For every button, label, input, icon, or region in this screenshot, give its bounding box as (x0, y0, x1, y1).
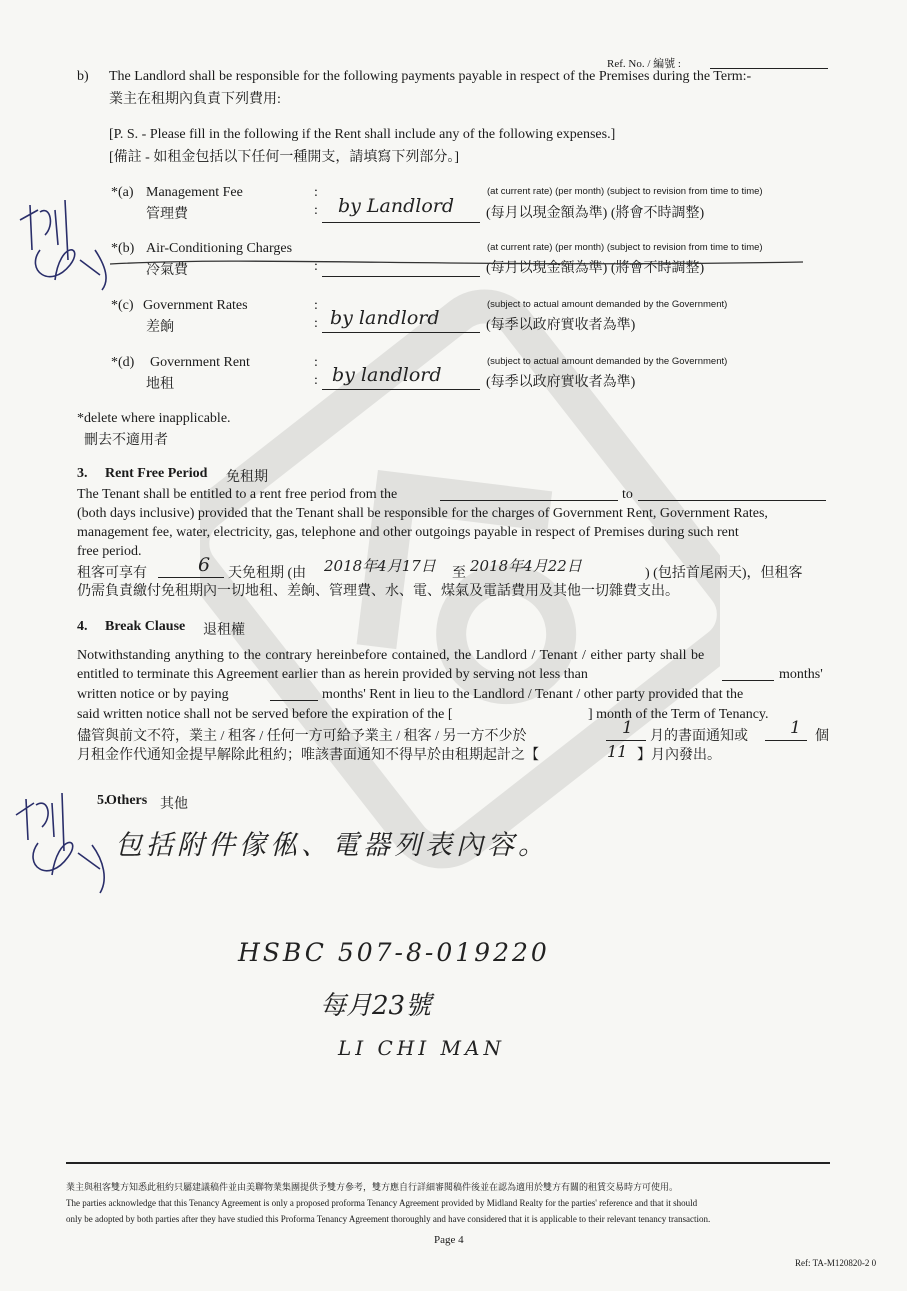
item-a-code: *(a) (111, 185, 134, 200)
section4-line1: Notwithstanding anything to the contrary hereinbefore contained, the Landlord / Tenant / either party shall be (77, 648, 705, 663)
ps-en: [P. S. - Please fill in the following if the Rent shall include any of the following expenses.] (109, 127, 616, 142)
payee-name: LI CHI MAN (338, 1036, 505, 1060)
expiry-month: 11 (607, 742, 628, 761)
item-c-name-zh: 差餉 (146, 320, 174, 335)
rent-months: 1 (790, 718, 801, 738)
rent-free-days: 6 (198, 554, 211, 576)
section4-line4a: said written notice shall not be served before the expiration of the [ (77, 707, 453, 722)
delete-note-zh: 刪去不適用者 (84, 433, 168, 448)
item-d-note-zh: (每季以政府實收者為準) (486, 375, 636, 390)
item-b-colon2: : (314, 259, 318, 274)
section4-line2b: months' (779, 667, 823, 682)
section-b-title-en: The Landlord shall be responsible for the following payments payable in respect of the Premises during the Term:- (109, 69, 752, 84)
section4-zh2b: 】月內發出。 (637, 748, 721, 763)
others-handwritten: 包括附件傢俬、電器列表內容。 (115, 830, 549, 861)
section5-title: Others (106, 793, 148, 808)
initials-signature (10, 190, 120, 310)
item-a-colon: : (314, 185, 318, 200)
rent-free-to-line (638, 500, 826, 501)
section4-zh2a: 月租金作代通知金提早解除此租約；唯該書面通知不得早於由租期起計之【 (77, 748, 539, 763)
section3-num: 3. (77, 466, 88, 481)
item-d-code: *(d) (111, 355, 135, 370)
section3-zh2: 仍需負責繳付免租期內一切地租、差餉、管理費、水、電、煤氣及電話費用及其他一切雜費支出。 (77, 584, 679, 599)
footer-zh: 業主與租客雙方知悉此租約只屬建議稿件並由美聯物業集團提供予雙方參考，雙方應自行詳細審閱稿件後並在認為適用於雙方有關的租賃交易時方可使用。 (66, 1183, 679, 1193)
section3-zh1b: 天免租期 (由 (228, 566, 307, 581)
section3-title-zh: 免租期 (226, 470, 268, 485)
bank-account: HSBC 507-8-019220 (238, 938, 550, 967)
section4-line3b: months' Rent in lieu to the Landlord / Tenant / other party provided that the (322, 687, 744, 702)
section5-num: 5. (97, 793, 108, 808)
footer-en1: The parties acknowledge that this Tenancy Agreement is only a proposed proforma Tenancy Agreement provided by Midland Realty for the parties' reference and that it should (66, 1198, 698, 1208)
item-d-name-en: Government Rent (150, 355, 250, 370)
item-c-colon: : (314, 298, 318, 313)
item-a-colon2: : (314, 203, 318, 218)
section4-title-zh: 退租權 (203, 623, 245, 638)
section4-zh1c: 個 (815, 729, 829, 744)
section4-line4b: ] month of the Term of Tenancy. (588, 707, 769, 722)
item-d-name-zh: 地租 (146, 377, 174, 392)
section4-zh1b: 月的書面通知或 (650, 729, 748, 744)
section-b-label: b) (77, 69, 89, 84)
initials-signature-2 (8, 785, 128, 915)
item-c-name-en: Government Rates (143, 298, 248, 313)
item-c-code: *(c) (111, 298, 134, 313)
section3-zh1d: ) (包括首尾兩天)，但租客 (645, 566, 803, 581)
section4-line3a: written notice or by paying (77, 687, 229, 702)
rent-free-from: 2018年4月17日 (324, 557, 436, 575)
section3-line3: management fee, water, electricity, gas, telephone and other outgoings payable in respect of Premises during such rent (77, 525, 739, 540)
item-a-line (322, 222, 480, 223)
item-b-note-zh: (每月以現金額為準) (將會不時調整) (486, 261, 705, 276)
section-b-title-zh: 業主在租期內負責下列費用: (109, 92, 281, 107)
item-b-name-zh: 冷氣費 (146, 263, 188, 278)
section4-title: Break Clause (105, 619, 186, 634)
delete-note-en: *delete where inapplicable. (77, 411, 231, 426)
item-b-strike (108, 246, 808, 278)
section3-line1b: to (622, 487, 633, 502)
item-a-note-zh: (每月以現金額為準) (將會不時調整) (486, 206, 705, 221)
section3-zh1a: 租客可享有 (77, 566, 147, 581)
footer-ref: Ref: TA-M120820-2 0 (795, 1258, 877, 1268)
item-a-note-en: (at current rate) (per month) (subject to revision from time to time) (487, 186, 763, 197)
rent-line-zh (765, 740, 807, 741)
monthly-date: 每月23號 (320, 991, 432, 1021)
item-c-colon2: : (314, 316, 318, 331)
item-c-value: by landlord (330, 307, 440, 329)
section4-num: 4. (77, 619, 88, 634)
rent-free-from-line (440, 500, 618, 501)
item-d-colon2: : (314, 373, 318, 388)
section4-line2a: entitled to terminate this Agreement earlier than as herein provided by serving not less than (77, 667, 588, 682)
item-c-line (322, 332, 480, 333)
section3-title: Rent Free Period (105, 466, 208, 481)
section4-zh1a: 儘管與前文不符，業主 / 租客 / 任何一方可給予業主 / 租客 / 另一方不少於 (77, 729, 527, 744)
days-line (158, 577, 224, 578)
item-a-name-zh: 管理費 (146, 207, 188, 222)
notice-months-line (722, 680, 774, 681)
rent-free-to: 2018年4月22日 (470, 557, 582, 575)
section3-line2: (both days inclusive) provided that the Tenant shall be responsible for the charges of Government Rent, Government Rates, (77, 506, 768, 521)
item-d-colon: : (314, 355, 318, 370)
item-a-value: by Landlord (338, 195, 455, 217)
item-c-note-zh: (每季以政府實收者為準) (486, 318, 636, 333)
notice-line-zh (606, 740, 646, 741)
section5-title-zh: 其他 (160, 797, 188, 812)
rent-months-line (270, 700, 318, 701)
page-number: Page 4 (434, 1234, 464, 1246)
item-d-note-en: (subject to actual amount demanded by the Government) (487, 356, 728, 367)
item-d-line (322, 389, 480, 390)
item-b-note-en: (at current rate) (per month) (subject to revision from time to time) (487, 242, 763, 253)
notice-months: 1 (622, 718, 633, 738)
item-a-name-en: Management Fee (146, 185, 243, 200)
item-d-value: by landlord (332, 364, 442, 386)
item-b-code: *(b) (111, 241, 135, 256)
footer-en2: only be adopted by both parties after they have studied this Proforma Tenancy Agreement thoroughly and have considered that it is applicable to their relevant tenancy transaction. (66, 1214, 711, 1224)
section3-line1a: The Tenant shall be entitled to a rent free period from the (77, 487, 398, 502)
section3-line4: free period. (77, 544, 142, 559)
ref-no-label: Ref. No. / 編號 : (607, 58, 681, 70)
item-b-name-en: Air-Conditioning Charges (146, 241, 293, 256)
section3-zh1c: 至 (452, 566, 466, 581)
ps-zh: [備註 - 如租金包括以下任何一種開支，請填寫下列部分。] (109, 150, 459, 165)
item-c-note-en: (subject to actual amount demanded by the Government) (487, 299, 728, 310)
footer-rule (66, 1162, 830, 1164)
